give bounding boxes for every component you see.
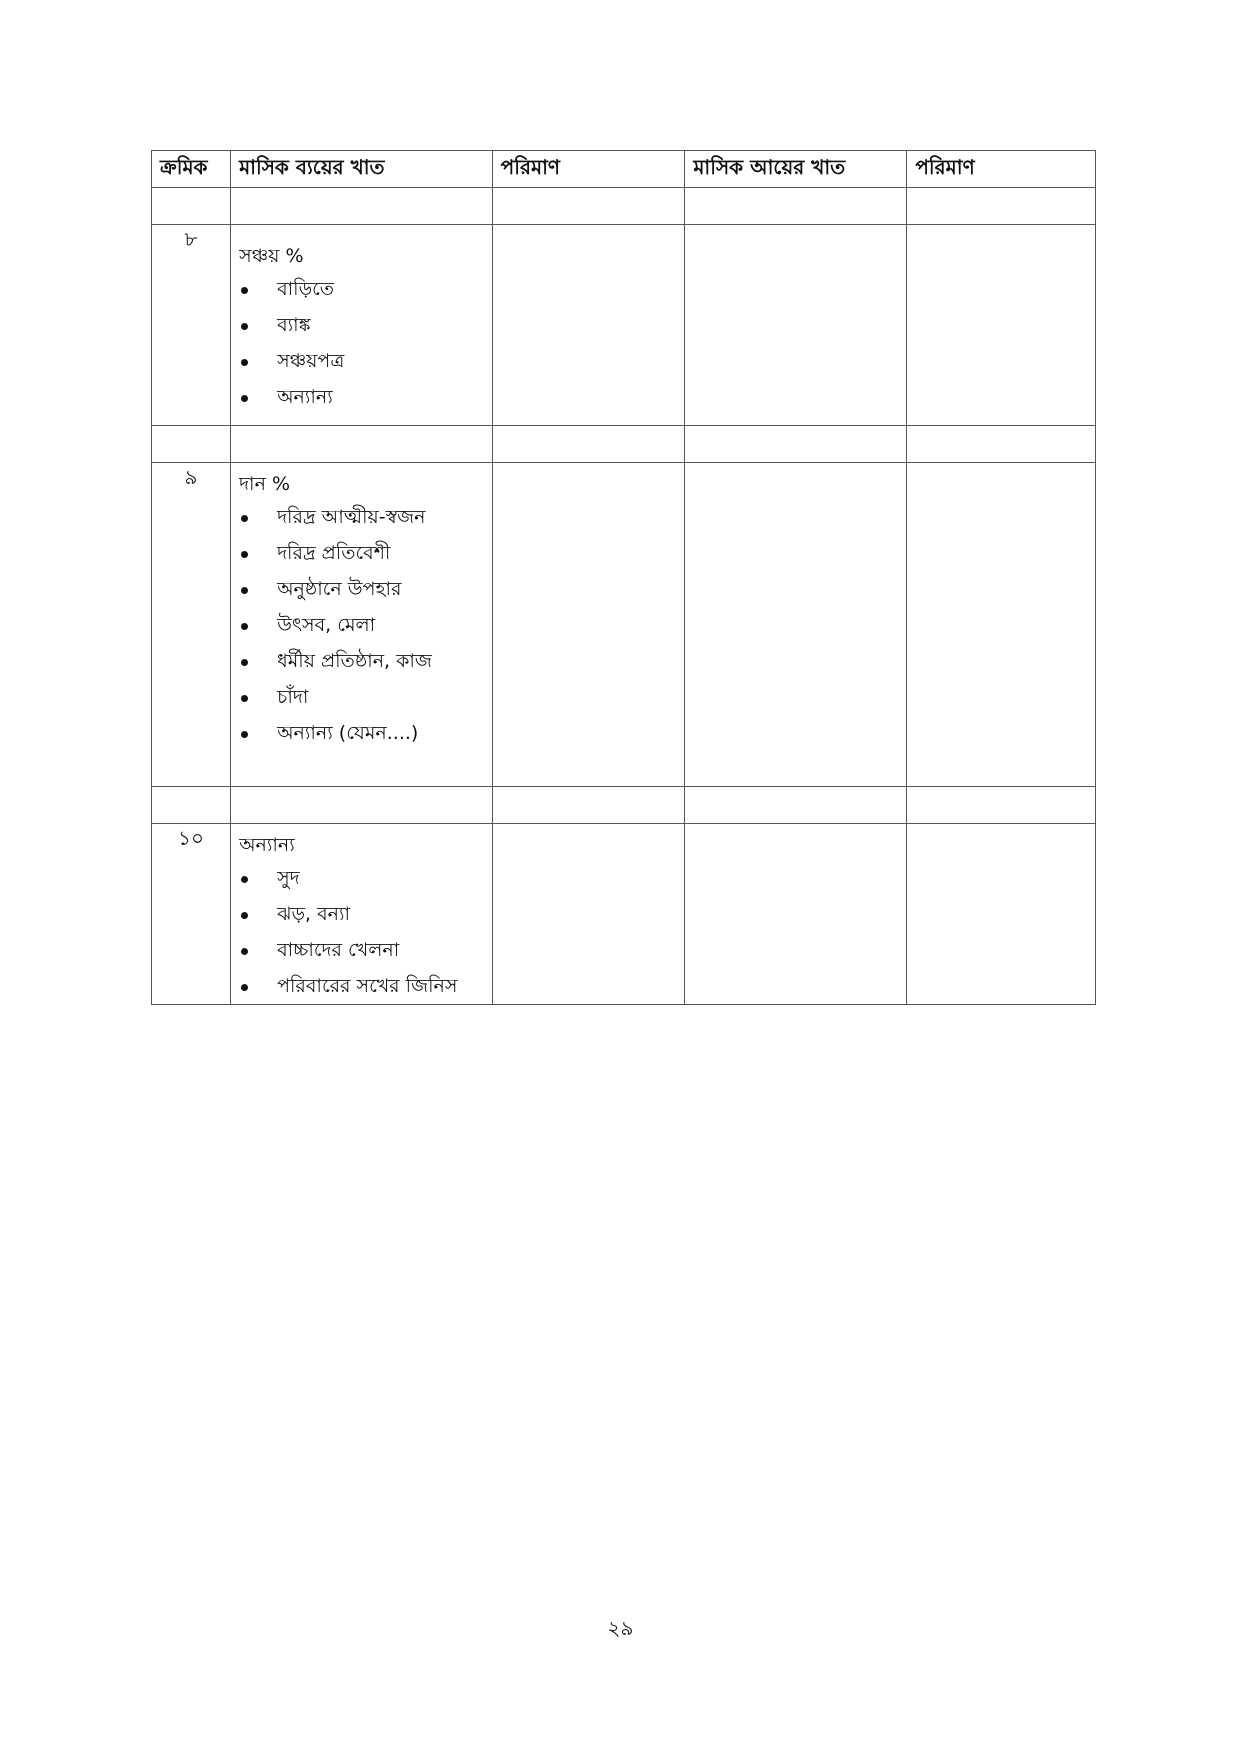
list-item: ধর্মীয় প্রতিষ্ঠান, কাজ xyxy=(239,643,484,679)
empty-cell[interactable] xyxy=(152,188,231,225)
empty-cell[interactable] xyxy=(907,426,1096,463)
list-item: সঞ্চয়পত্র xyxy=(239,343,484,379)
list-item: বাচ্চাদের খেলনা xyxy=(239,932,484,968)
header-expense-amount: পরিমাণ xyxy=(492,151,685,188)
header-income-item: মাসিক আয়ের খাত xyxy=(685,151,907,188)
list-item: দরিদ্র প্রতিবেশী xyxy=(239,535,484,571)
empty-row xyxy=(152,426,1096,463)
empty-cell[interactable] xyxy=(492,426,685,463)
empty-cell[interactable] xyxy=(685,426,907,463)
expense-item-cell xyxy=(231,824,493,1005)
header-expense-item: মাসিক ব্যয়ের খাত xyxy=(231,151,493,188)
expense-category-title: সঞ্চয় % xyxy=(239,245,304,267)
empty-row xyxy=(152,787,1096,824)
header-row xyxy=(152,151,1096,188)
income-item-cell[interactable] xyxy=(685,463,907,787)
income-amount-cell[interactable] xyxy=(907,225,1096,426)
serial-cell: ৯ xyxy=(152,463,231,787)
empty-row xyxy=(152,188,1096,225)
header-income-amount: পরিমাণ xyxy=(907,151,1096,188)
expense-subitems xyxy=(239,860,484,1004)
list-item: চাঁদা xyxy=(239,679,484,715)
list-item: ঝড়, বন্যা xyxy=(239,896,484,932)
list-item: অন্যান্য xyxy=(239,379,484,415)
empty-cell[interactable] xyxy=(685,188,907,225)
income-amount-cell[interactable] xyxy=(907,463,1096,787)
header-serial: ক্রমিক xyxy=(152,151,231,188)
empty-cell[interactable] xyxy=(231,426,493,463)
table-row-savings xyxy=(152,225,1096,426)
expense-amount-cell[interactable] xyxy=(492,463,685,787)
table-row-others xyxy=(152,824,1096,1005)
expense-item-cell xyxy=(231,225,493,426)
empty-cell[interactable] xyxy=(231,188,493,225)
page-number: ২৯ xyxy=(607,1616,634,1640)
expense-amount-cell[interactable] xyxy=(492,824,685,1005)
list-item: বাড়িতে xyxy=(239,271,484,307)
expense-category-title: অন্যান্য xyxy=(239,834,295,856)
expense-amount-cell[interactable] xyxy=(492,225,685,426)
expense-category-title: দান % xyxy=(239,473,291,495)
table-row-donation xyxy=(152,463,1096,787)
empty-cell[interactable] xyxy=(492,188,685,225)
empty-cell[interactable] xyxy=(907,188,1096,225)
list-item: উৎসব, মেলা xyxy=(239,607,484,643)
empty-cell[interactable] xyxy=(152,787,231,824)
income-amount-cell[interactable] xyxy=(907,824,1096,1005)
expense-subitems xyxy=(239,271,484,415)
income-item-cell[interactable] xyxy=(685,824,907,1005)
empty-cell[interactable] xyxy=(685,787,907,824)
list-item: সুদ xyxy=(239,860,484,896)
income-item-cell[interactable] xyxy=(685,225,907,426)
empty-cell[interactable] xyxy=(907,787,1096,824)
empty-cell[interactable] xyxy=(152,426,231,463)
list-item: পরিবারের সখের জিনিস xyxy=(239,968,484,1004)
list-item: অন্যান্য (যেমন....) xyxy=(239,715,484,751)
budget-table xyxy=(151,150,1096,1005)
empty-cell[interactable] xyxy=(231,787,493,824)
expense-subitems xyxy=(239,499,484,751)
expense-item-cell xyxy=(231,463,493,787)
serial-cell: ৮ xyxy=(152,225,231,426)
list-item: দরিদ্র আত্মীয়-স্বজন xyxy=(239,499,484,535)
serial-cell: ১০ xyxy=(152,824,231,1005)
empty-cell[interactable] xyxy=(492,787,685,824)
list-item: ব্যাঙ্ক xyxy=(239,307,484,343)
list-item: অনুষ্ঠানে উপহার xyxy=(239,571,484,607)
